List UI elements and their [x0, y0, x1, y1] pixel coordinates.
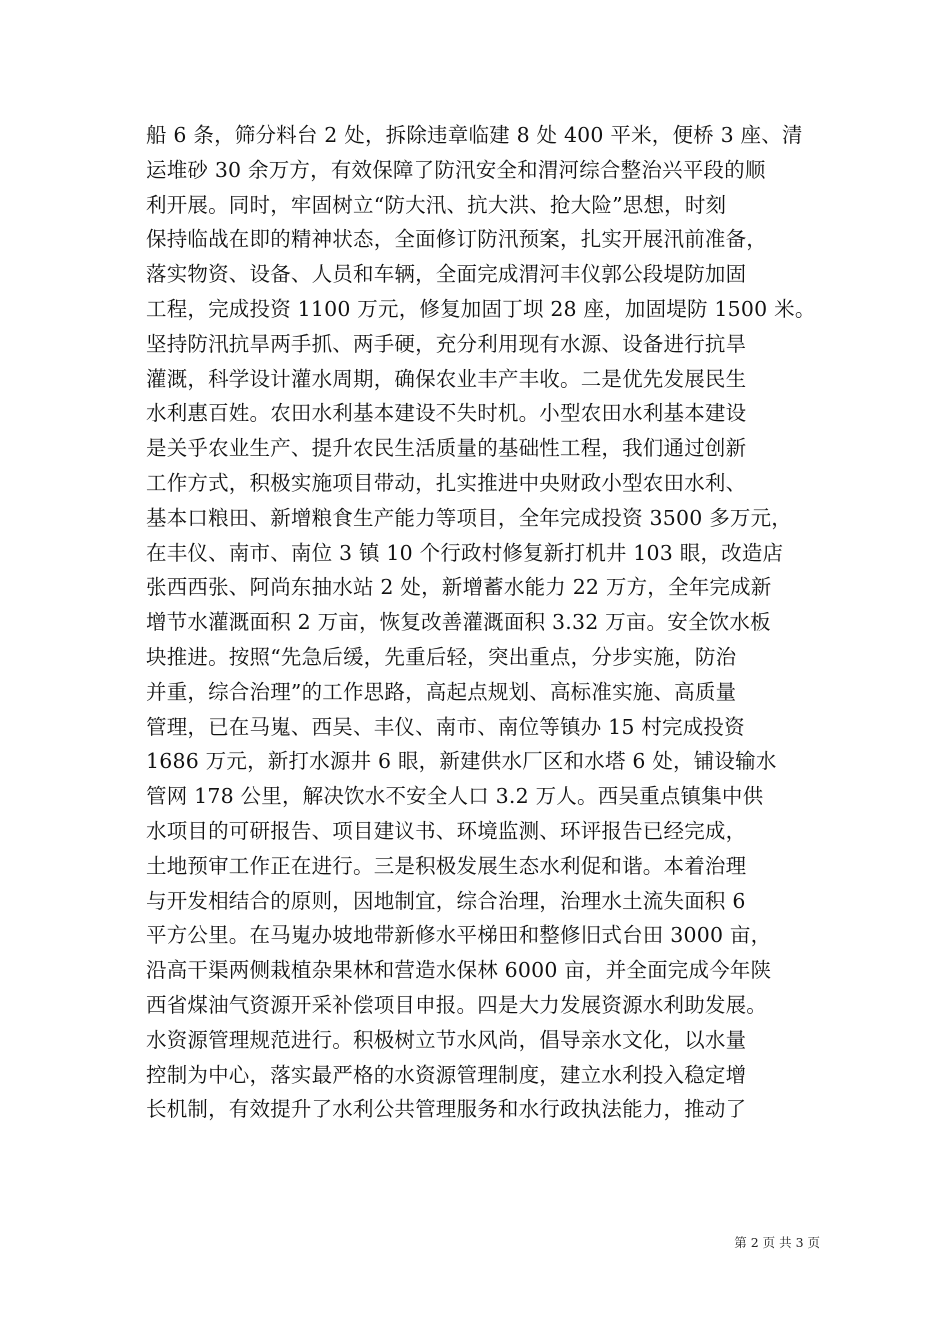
text-line: 与开发相结合的原则，因地制宜，综合治理，治理水土流失面积 6	[146, 888, 746, 913]
text-line: 运堆砂 30 余万方，有效保障了防汛安全和渭河综合整治兴平段的顺	[146, 157, 766, 182]
text-line: 工作方式，积极实施项目带动，扎实推进中央财政小型农田水利、	[146, 470, 747, 495]
text-line: 西省煤油气资源开采补偿项目申报。四是大力发展资源水利助发展。	[146, 992, 767, 1017]
text-line: 控制为中心，落实最严格的水资源管理制度，建立水利投入稳定增	[146, 1062, 747, 1087]
text-line: 水资源管理规范进行。积极树立节水风尚，倡导亲水文化，以水量	[146, 1027, 747, 1052]
text-line: 在丰仪、南市、南位 3 镇 10 个行政村修复新打机井 103 眼，改造店	[146, 540, 784, 565]
text-line: 坚持防汛抗旱两手抓、两手硬，充分利用现有水源、设备进行抗旱	[146, 331, 747, 356]
text-line: 管理，已在马嵬、西吴、丰仪、南市、南位等镇办 15 村完成投资	[146, 714, 745, 739]
text-line: 灌溉，科学设计灌水周期，确保农业丰产丰收。二是优先发展民生	[146, 366, 747, 391]
body-text	[146, 118, 836, 1127]
text-line: 基本口粮田、新增粮食生产能力等项目，全年完成投资 3500 多万元，	[146, 505, 793, 530]
text-line: 落实物资、设备、人员和车辆，全面完成渭河丰仪郭公段堤防加固	[146, 262, 747, 287]
text-line: 增节水灌溉面积 2 万亩，恢复改善灌溉面积 3.32 万亩。安全饮水板	[146, 610, 771, 635]
text-line: 1686 万元，新打水源井 6 眼，新建供水厂区和水塔 6 处，铺设输水	[146, 749, 777, 774]
text-line: 块推进。按照“先急后缓，先重后轻，突出重点，分步实施，防治	[146, 644, 737, 669]
text-line: 长机制，有效提升了水利公共管理服务和水行政执法能力，推动了	[146, 1097, 747, 1122]
text-line: 利开展。同时，牢固树立“防大汛、抗大洪、抢大险”思想，时刻	[146, 192, 727, 217]
page-number-footer: 第 2 页 共 3 页	[734, 1235, 820, 1250]
text-line: 是关乎农业生产、提升农民生活质量的基础性工程，我们通过创新	[146, 436, 747, 461]
text-line: 张西西张、阿尚东抽水站 2 处，新增蓄水能力 22 万方，全年完成新	[146, 575, 772, 600]
text-line: 水利惠百姓。农田水利基本建设不失时机。小型农田水利基本建设	[146, 401, 747, 426]
text-line: 船 6 条，筛分料台 2 处，拆除违章临建 8 处 400 平米，便桥 3 座、清	[146, 123, 803, 147]
text-line: 管网 178 公里，解决饮水不安全人口 3.2 万人。西吴重点镇集中供	[146, 784, 764, 809]
text-line: 土地预审工作正在进行。三是积极发展生态水利促和谐。本着治理	[146, 853, 747, 878]
text-line: 水项目的可研报告、项目建议书、环境监测、环评报告已经完成，	[146, 818, 747, 843]
text-line: 平方公里。在马嵬办坡地带新修水平梯田和整修旧式台田 3000 亩，	[146, 923, 772, 948]
text-line: 工程，完成投资 1100 万元，修复加固丁坝 28 座，加固堤防 1500 米。	[146, 296, 816, 321]
text-line: 沿高干渠两侧栽植杂果林和营造水保林 6000 亩，并全面完成今年陕	[146, 958, 772, 983]
text-line: 并重，综合治理”的工作思路，高起点规划、高标准实施、高质量	[146, 679, 737, 704]
text-line: 保持临战在即的精神状态，全面修订防汛预案，扎实开展汛前准备，	[146, 227, 767, 252]
